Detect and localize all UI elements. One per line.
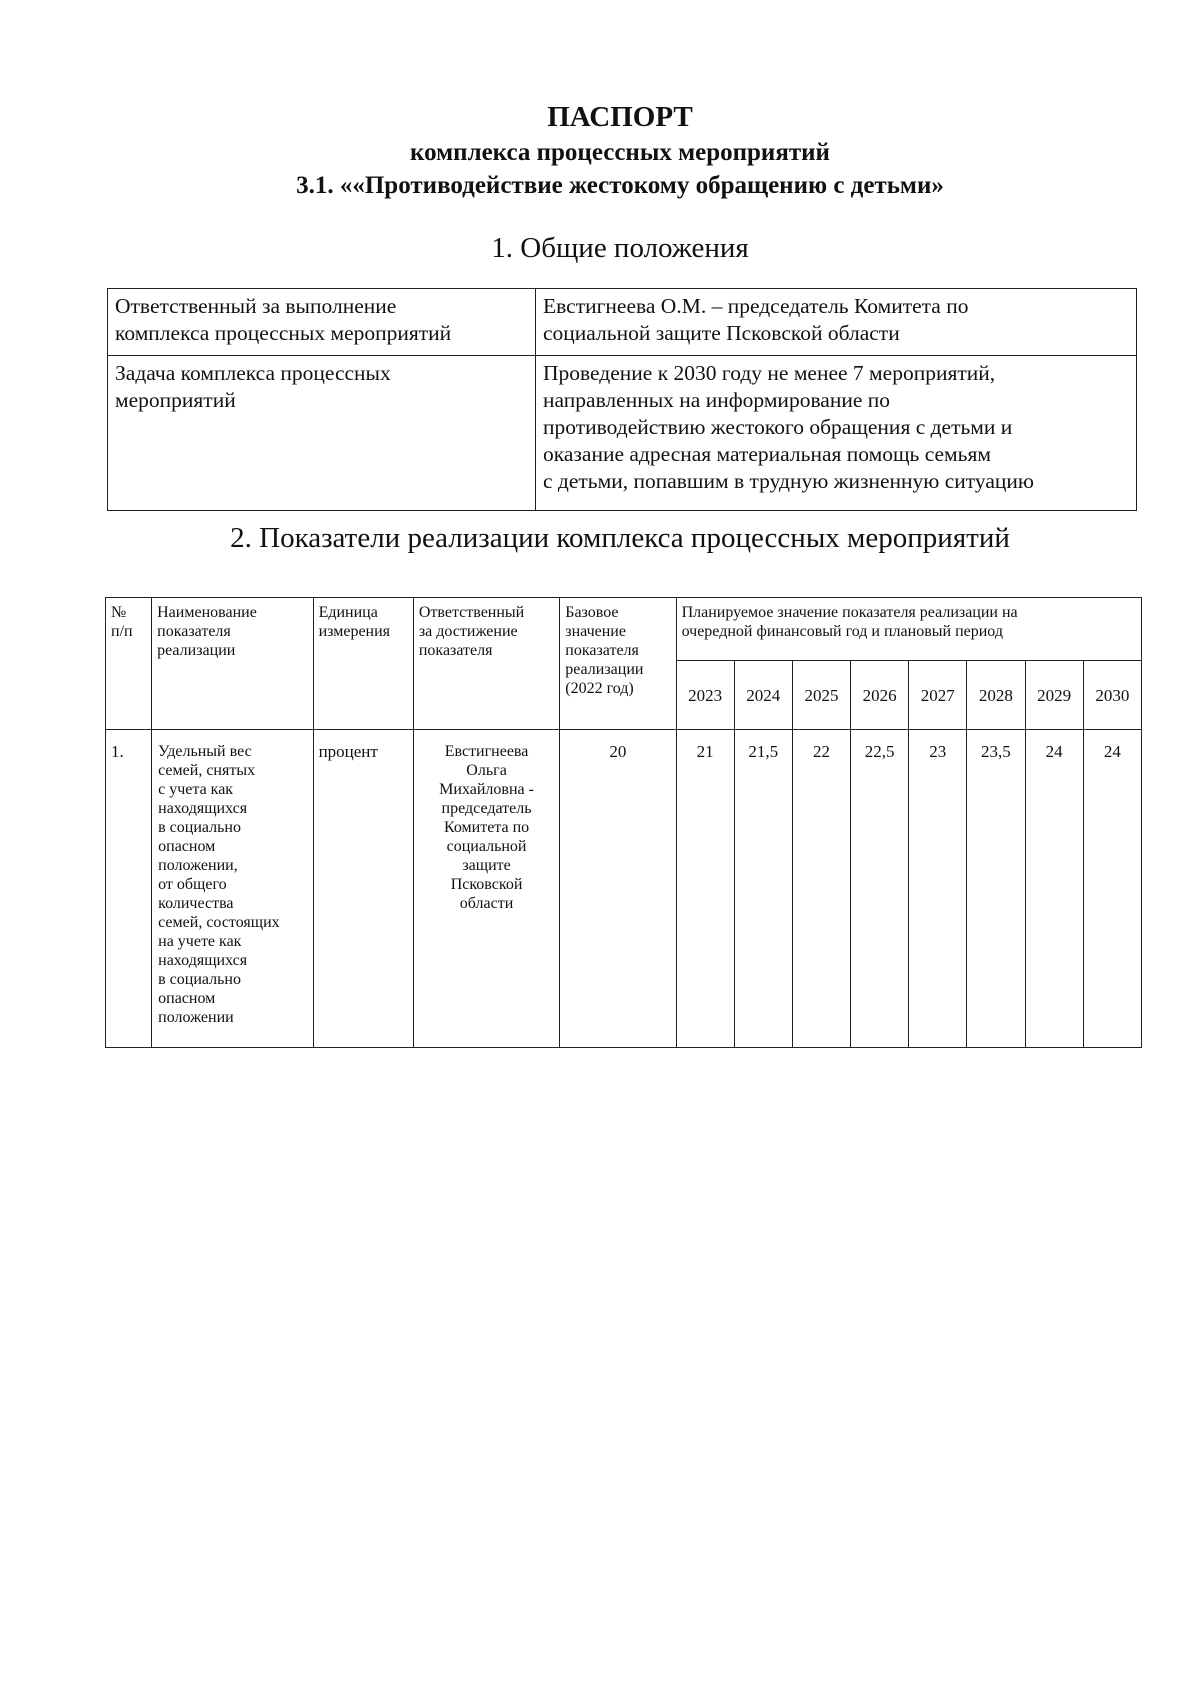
table-row bbox=[106, 730, 1142, 1048]
name-line: опасном bbox=[158, 990, 216, 1007]
program-title: 3.1. ««Противодействие жестокому обращению с детьми» bbox=[296, 172, 944, 199]
label-line: Задача комплекса процессных bbox=[115, 361, 391, 385]
responsible-line: Комитета по bbox=[443, 819, 530, 836]
responsible-line: Михайловна - bbox=[439, 781, 534, 798]
name-line: с учета как bbox=[158, 781, 234, 798]
name-line: семей, снятых bbox=[158, 762, 256, 779]
section-heading-indicators: 2. Показатели реализации комплекса процессных мероприятий bbox=[230, 522, 1010, 554]
responsible-line: Псковской bbox=[450, 876, 523, 893]
year-header-2028: 2028 bbox=[967, 661, 1025, 730]
name-line: находящихся bbox=[158, 952, 248, 969]
responsible-line: социальной bbox=[446, 838, 527, 855]
header-line: реализации bbox=[157, 642, 236, 659]
value-cell bbox=[536, 289, 1137, 356]
value-2023: 21 bbox=[676, 730, 734, 1048]
label-cell bbox=[108, 356, 536, 511]
label-line: комплекса процессных мероприятий bbox=[115, 321, 452, 345]
header-line: № bbox=[111, 604, 127, 621]
value-line: социальной защите Псковской области bbox=[543, 321, 900, 345]
header-line: Ответственный bbox=[418, 604, 525, 621]
document-title-block bbox=[0, 98, 1200, 202]
value-2025: 22 bbox=[792, 730, 850, 1048]
name-line: семей, состоящих bbox=[158, 914, 280, 931]
header-line: (2022 год) bbox=[565, 680, 634, 697]
name-line: положении bbox=[158, 1009, 234, 1026]
value-line: Проведение к 2030 году не менее 7 мероприятий, bbox=[543, 361, 996, 385]
indicator-name bbox=[152, 730, 313, 1048]
header-line: Наименование bbox=[157, 604, 257, 621]
indicators-table bbox=[105, 597, 1142, 1048]
year-header-2025: 2025 bbox=[792, 661, 850, 730]
column-header-base bbox=[560, 598, 676, 730]
label-cell bbox=[108, 289, 536, 356]
header-line: показателя bbox=[157, 623, 231, 640]
header-line: очередной финансовый год и плановый период bbox=[681, 623, 1003, 640]
indicator-responsible bbox=[413, 730, 559, 1048]
header-line: измерения bbox=[318, 623, 391, 640]
year-header-2024: 2024 bbox=[734, 661, 792, 730]
value-2030: 24 bbox=[1083, 730, 1141, 1048]
header-line: показателя bbox=[418, 642, 493, 659]
name-line: от общего bbox=[158, 876, 227, 893]
document-subtitle: комплекса процессных мероприятий bbox=[410, 139, 830, 166]
year-header-2026: 2026 bbox=[851, 661, 909, 730]
header-line: значение bbox=[565, 623, 626, 640]
value-line: оказание адресная материальная помощь семьям bbox=[543, 442, 991, 466]
responsible-line: Евстигнеева bbox=[444, 743, 529, 760]
responsible-line: области bbox=[459, 895, 514, 912]
name-line: в социально bbox=[158, 819, 241, 836]
year-header-2030: 2030 bbox=[1083, 661, 1141, 730]
value-2024: 21,5 bbox=[734, 730, 792, 1048]
document-title: ПАСПОРТ bbox=[547, 101, 693, 133]
value-2028: 23,5 bbox=[967, 730, 1025, 1048]
column-header-unit bbox=[313, 598, 413, 730]
label-line: мероприятий bbox=[115, 388, 236, 412]
year-header-2027: 2027 bbox=[909, 661, 967, 730]
header-line: Базовое bbox=[565, 604, 619, 621]
header-line: показателя bbox=[565, 642, 639, 659]
header-line: п/п bbox=[111, 623, 133, 640]
value-line: Евстигнеева О.М. – председатель Комитета по bbox=[543, 294, 969, 318]
value-cell bbox=[536, 356, 1137, 511]
table-row bbox=[108, 356, 1137, 511]
header-line: за достижение bbox=[418, 623, 518, 640]
header-line: реализации bbox=[565, 661, 644, 678]
value-line: направленных на информирование по bbox=[543, 388, 891, 412]
column-header-responsible bbox=[413, 598, 559, 730]
name-line: на учете как bbox=[158, 933, 242, 950]
column-header-name bbox=[152, 598, 313, 730]
responsible-line: защите bbox=[462, 857, 511, 874]
name-line: Удельный вес bbox=[158, 743, 252, 760]
base-value: 20 bbox=[560, 730, 676, 1048]
header-line: Планируемое значение показателя реализации на bbox=[681, 604, 1018, 621]
responsible-line: Ольга bbox=[466, 762, 507, 779]
section-heading-general: 1. Общие положения bbox=[491, 232, 749, 264]
value-2027: 23 bbox=[909, 730, 967, 1048]
general-provisions-table bbox=[107, 288, 1137, 511]
column-header-num bbox=[106, 598, 152, 730]
table-header-row bbox=[106, 598, 1142, 661]
year-header-2029: 2029 bbox=[1025, 661, 1083, 730]
header-line: Единица bbox=[318, 604, 378, 621]
row-number: 1. bbox=[106, 730, 152, 1048]
column-header-planned bbox=[676, 598, 1141, 661]
value-line: противодействию жестокого обращения с детьми и bbox=[543, 415, 1013, 439]
table-row bbox=[108, 289, 1137, 356]
value-2029: 24 bbox=[1025, 730, 1083, 1048]
year-header-2023: 2023 bbox=[676, 661, 734, 730]
value-line: с детьми, попавшим в трудную жизненную ситуацию bbox=[543, 469, 1034, 493]
indicator-unit: процент bbox=[313, 730, 413, 1048]
name-line: в социально bbox=[158, 971, 241, 988]
value-2026: 22,5 bbox=[851, 730, 909, 1048]
name-line: опасном bbox=[158, 838, 216, 855]
responsible-line: председатель bbox=[441, 800, 532, 817]
name-line: положении, bbox=[158, 857, 238, 874]
label-line: Ответственный за выполнение bbox=[115, 294, 397, 318]
name-line: находящихся bbox=[158, 800, 248, 817]
name-line: количества bbox=[158, 895, 234, 912]
